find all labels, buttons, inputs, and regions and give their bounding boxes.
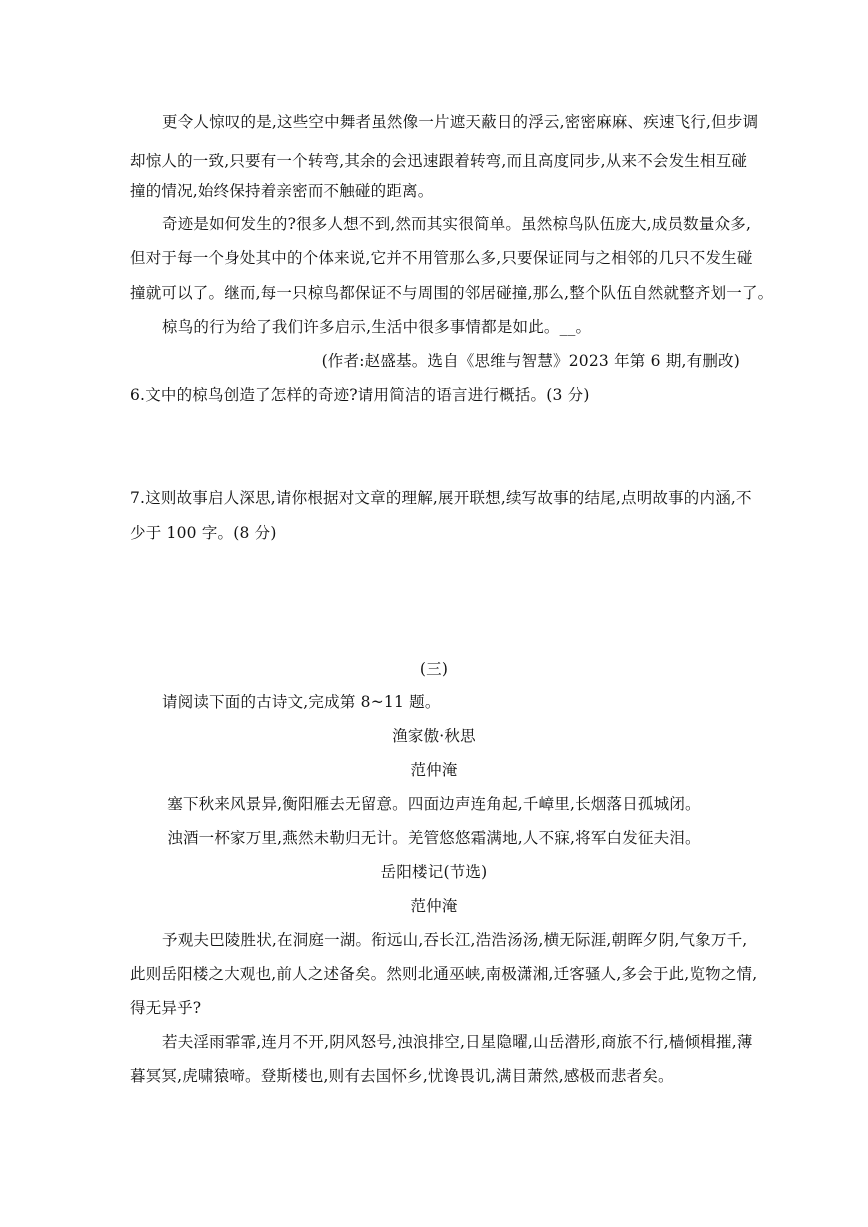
section-heading: (三) — [419, 660, 449, 678]
prose-line: 此则岳阳楼之大观也,前人之述备矣。然则北通巫峡,南极潇湘,迁客骚人,多会于此,览物之情, — [130, 965, 758, 983]
paragraph-line: 但对于每一个身处其中的个体来说,它并不用管那么多,只要保证同与之相邻的几只不发生碰 — [130, 249, 753, 267]
paragraph-line: 更令人惊叹的是,这些空中舞者虽然像一片遮天蔽日的浮云,密密麻麻、疾速飞行,但步调 — [162, 113, 759, 131]
paragraph-line: 撞的情况,始终保持着亲密而不触碰的距离。 — [130, 182, 434, 200]
question-7-line: 少于 100 字。(8 分) — [130, 524, 277, 542]
poem-title: 渔家傲·秋思 — [392, 727, 476, 745]
source-citation: (作者:赵盛基。选自《思维与智慧》2023 年第 6 期,有删改) — [321, 352, 740, 370]
prose-line: 若夫淫雨霏霏,连月不开,阴风怒号,浊浪排空,日星隐曜,山岳潜形,商旅不行,樯倾楫摧,薄 — [162, 1033, 753, 1051]
prose-author: 范仲淹 — [410, 897, 458, 915]
poem-line: 浊酒一杯家万里,燕然未勒归无计。羌管悠悠霜满地,人不寐,将军白发征夫泪。 — [167, 829, 701, 847]
poem-author: 范仲淹 — [410, 761, 458, 779]
question-7-line: 7.这则故事启人深思,请你根据对文章的理解,展开联想,续写故事的结尾,点明故事的内涵,不 — [130, 489, 752, 507]
paragraph-line: 椋鸟的行为给了我们许多启示,生活中很多事情都是如此。__。 — [162, 318, 592, 336]
paragraph-line: 撞就可以了。继而,每一只椋鸟都保证不与周围的邻居碰撞,那么,整个队伍自然就整齐划一了。 — [130, 284, 774, 302]
prose-line: 得无异乎? — [130, 999, 202, 1017]
prose-line: 暮冥冥,虎啸猿啼。登斯楼也,则有去国怀乡,忧谗畏讥,满目萧然,感极而悲者矣。 — [130, 1067, 674, 1085]
section-instruction: 请阅读下面的古诗文,完成第 8~11 题。 — [162, 693, 441, 711]
poem-line: 塞下秋来风景异,衡阳雁去无留意。四面边声连角起,千嶂里,长烟落日孤城闭。 — [167, 795, 701, 813]
prose-line: 予观夫巴陵胜状,在洞庭一湖。衔远山,吞长江,浩浩汤汤,横无际涯,朝晖夕阴,气象万千, — [162, 931, 748, 949]
paragraph-line: 奇迹是如何发生的?很多人想不到,然而其实很简单。虽然椋鸟队伍庞大,成员数量众多, — [162, 215, 752, 233]
paragraph-line: 却惊人的一致,只要有一个转弯,其余的会迅速跟着转弯,而且高度同步,从来不会发生相互碰 — [130, 152, 748, 170]
question-6: 6.文中的椋鸟创造了怎样的奇迹?请用简洁的语言进行概括。(3 分) — [130, 386, 590, 404]
prose-title: 岳阳楼记(节选) — [380, 863, 488, 881]
